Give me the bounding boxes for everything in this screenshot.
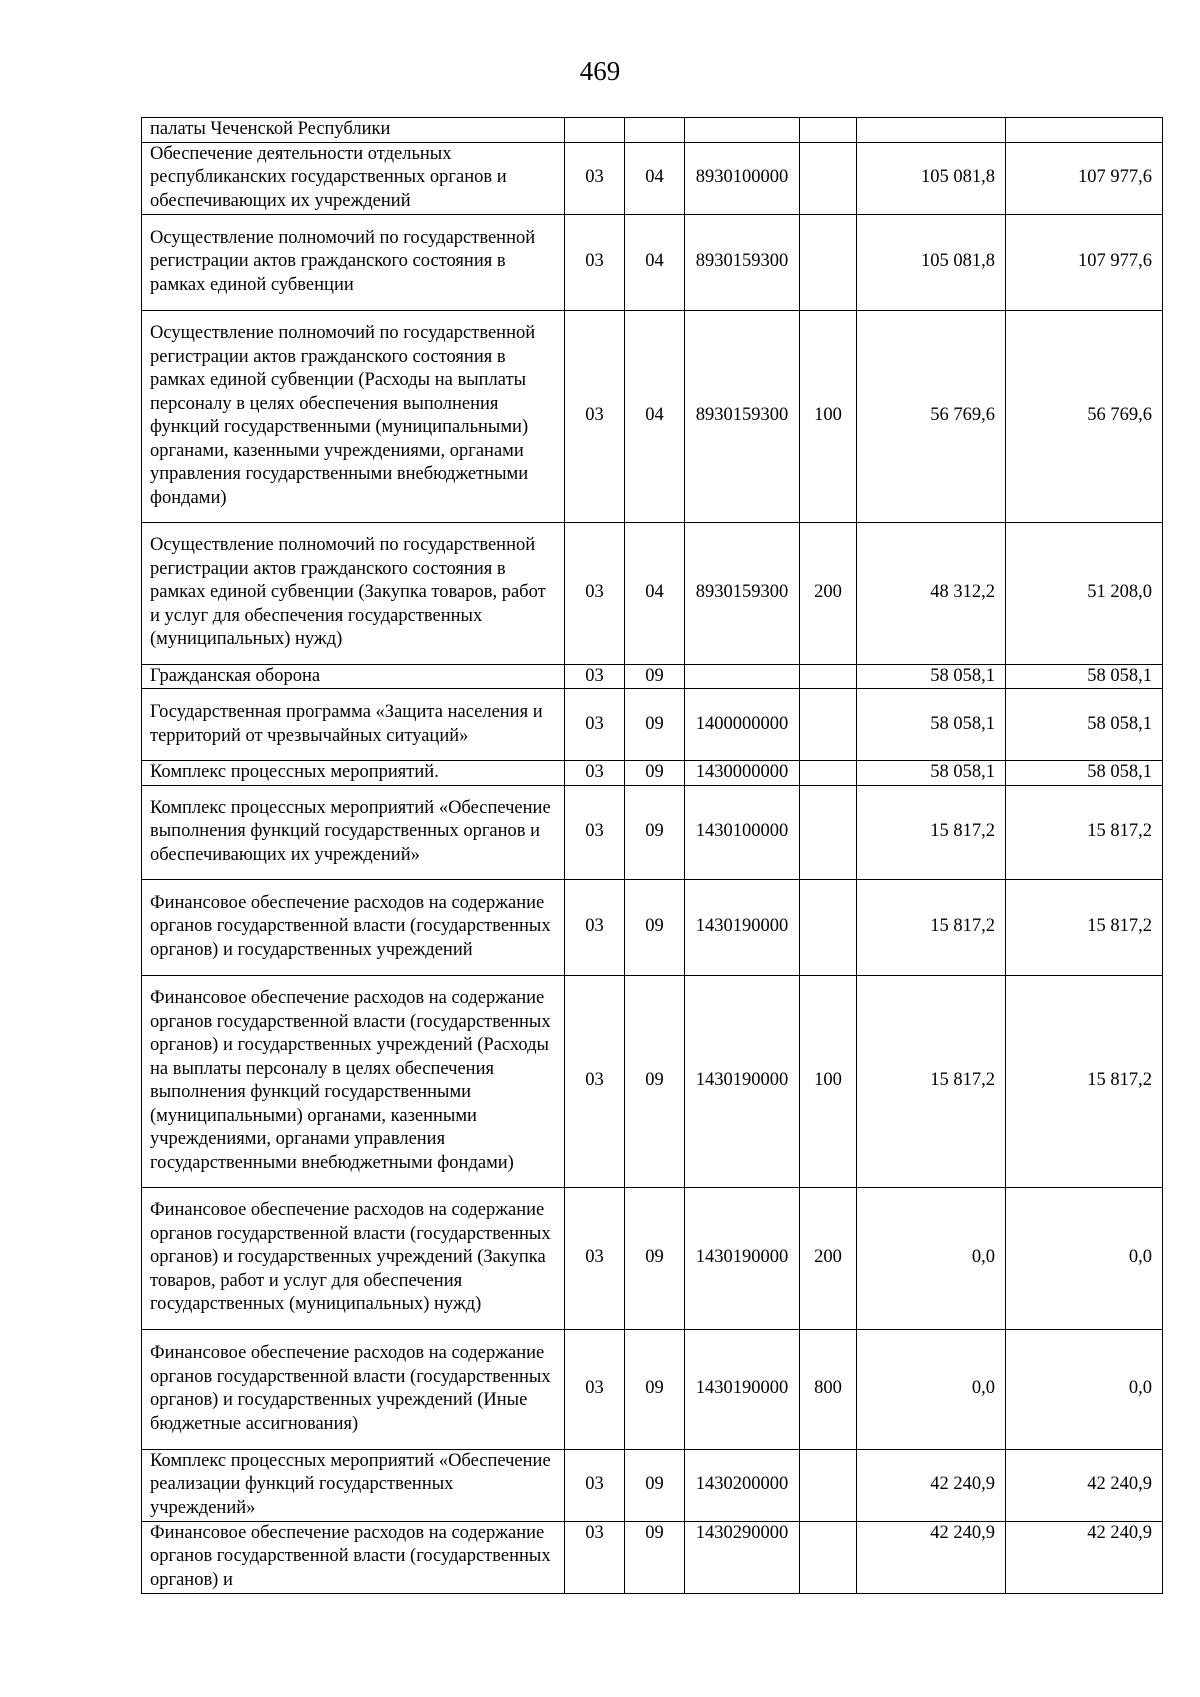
table-row	[142, 1329, 1163, 1449]
row-sum-1: 15 817,2	[857, 785, 1006, 879]
row-section: 03	[565, 1329, 625, 1449]
row-target-article: 8930159300	[685, 310, 800, 522]
row-target-article: 1430190000	[685, 1187, 800, 1329]
row-expense-type: 100	[800, 310, 857, 522]
row-section: 03	[565, 214, 625, 310]
table-row	[142, 214, 1163, 310]
row-section: 03	[565, 975, 625, 1187]
row-target-article: 8930100000	[685, 142, 800, 214]
row-subsection: 09	[625, 785, 685, 879]
budget-table	[141, 117, 1163, 1594]
row-sum-2: 51 208,0	[1006, 522, 1163, 664]
row-sum-1: 48 312,2	[857, 522, 1006, 664]
row-target-article: 1430190000	[685, 879, 800, 975]
row-sum-2: 0,0	[1006, 1187, 1163, 1329]
table-row	[142, 310, 1163, 522]
row-target-article: 1430000000	[685, 761, 800, 786]
row-subsection: 04	[625, 522, 685, 664]
row-target-article: 8930159300	[685, 214, 800, 310]
row-name: Финансовое обеспечение расходов на содержание органов государственной власти (государственных органов) и государственных учреждений (Расходы на выплаты персоналу в целях обеспечения выполнения функций государственными (муниципальными) органами, казенными учреждениями, органами управления государственными внебюджетными фондами)	[142, 975, 565, 1187]
row-name: Осуществление полномочий по государственной регистрации актов гражданского состояния в рамках единой субвенции (Закупка товаров, работ и услуг для обеспечения государственных (муниципальных) нужд)	[142, 522, 565, 664]
row-sum-2: 42 240,9	[1006, 1521, 1163, 1593]
row-expense-type	[800, 664, 857, 689]
row-expense-type	[800, 1449, 857, 1521]
row-section: 03	[565, 664, 625, 689]
row-section: 03	[565, 761, 625, 786]
table-row	[142, 1521, 1163, 1593]
row-sum-1: 42 240,9	[857, 1449, 1006, 1521]
row-name: Комплекс процессных мероприятий «Обеспечение реализации функций государственных учреждений»	[142, 1449, 565, 1521]
table-row	[142, 664, 1163, 689]
row-sum-1: 15 817,2	[857, 975, 1006, 1187]
row-section: 03	[565, 785, 625, 879]
row-section: 03	[565, 689, 625, 761]
row-sum-2: 56 769,6	[1006, 310, 1163, 522]
row-subsection: 04	[625, 310, 685, 522]
row-section: 03	[565, 879, 625, 975]
row-subsection: 04	[625, 214, 685, 310]
row-sum-2: 58 058,1	[1006, 664, 1163, 689]
row-section: 03	[565, 310, 625, 522]
row-target-article: 1430190000	[685, 975, 800, 1187]
row-name: палаты Чеченской Республики	[142, 118, 565, 143]
row-sum-1: 42 240,9	[857, 1521, 1006, 1593]
row-sum-2: 58 058,1	[1006, 761, 1163, 786]
row-subsection: 09	[625, 879, 685, 975]
table-row	[142, 785, 1163, 879]
row-sum-1: 58 058,1	[857, 664, 1006, 689]
row-subsection: 09	[625, 1449, 685, 1521]
row-name: Осуществление полномочий по государственной регистрации актов гражданского состояния в рамках единой субвенции (Расходы на выплаты персоналу в целях обеспечения выполнения функций государственными (муниципальными) органами, казенными учреждениями, органами управления государственными внебюджетными фондами)	[142, 310, 565, 522]
row-subsection: 09	[625, 664, 685, 689]
row-subsection: 04	[625, 142, 685, 214]
row-name: Финансовое обеспечение расходов на содержание органов государственной власти (государственных органов) и государственных учреждений	[142, 879, 565, 975]
row-sum-1	[857, 118, 1006, 143]
row-name: Гражданская оборона	[142, 664, 565, 689]
row-expense-type: 800	[800, 1329, 857, 1449]
table-row	[142, 975, 1163, 1187]
table-row	[142, 142, 1163, 214]
row-expense-type	[800, 689, 857, 761]
row-name: Комплекс процессных мероприятий «Обеспечение выполнения функций государственных органов и обеспечивающих их учреждений»	[142, 785, 565, 879]
row-name: Финансовое обеспечение расходов на содержание органов государственной власти (государственных органов) и государственных учреждений (Закупка товаров, работ и услуг для обеспечения государственных (муниципальных) нужд)	[142, 1187, 565, 1329]
row-name: Финансовое обеспечение расходов на содержание органов государственной власти (государственных органов) и государственных учреждений (Иные бюджетные ассигнования)	[142, 1329, 565, 1449]
row-name: Осуществление полномочий по государственной регистрации актов гражданского состояния в рамках единой субвенции	[142, 214, 565, 310]
row-name: Комплекс процессных мероприятий.	[142, 761, 565, 786]
page-number: 469	[579, 56, 621, 86]
row-section: 03	[565, 142, 625, 214]
row-sum-1: 56 769,6	[857, 310, 1006, 522]
row-section: 03	[565, 522, 625, 664]
row-section: 03	[565, 1521, 625, 1593]
row-sum-1: 0,0	[857, 1187, 1006, 1329]
row-subsection	[625, 118, 685, 143]
row-name: Государственная программа «Защита населения и территорий от чрезвычайных ситуаций»	[142, 689, 565, 761]
row-sum-2: 15 817,2	[1006, 785, 1163, 879]
row-target-article: 1430200000	[685, 1449, 800, 1521]
row-subsection: 09	[625, 975, 685, 1187]
row-target-article	[685, 664, 800, 689]
row-section	[565, 118, 625, 143]
row-sum-1: 105 081,8	[857, 142, 1006, 214]
row-expense-type	[800, 879, 857, 975]
row-expense-type: 200	[800, 1187, 857, 1329]
row-sum-2	[1006, 118, 1163, 143]
table-row	[142, 1449, 1163, 1521]
row-sum-2: 42 240,9	[1006, 1449, 1163, 1521]
table-row	[142, 118, 1163, 143]
row-sum-1: 58 058,1	[857, 761, 1006, 786]
table-row	[142, 879, 1163, 975]
row-sum-1: 15 817,2	[857, 879, 1006, 975]
row-subsection: 09	[625, 1521, 685, 1593]
table-row	[142, 761, 1163, 786]
row-subsection: 09	[625, 1329, 685, 1449]
table-row	[142, 522, 1163, 664]
row-sum-2: 0,0	[1006, 1329, 1163, 1449]
table-row	[142, 1187, 1163, 1329]
row-target-article: 1430290000	[685, 1521, 800, 1593]
row-expense-type	[800, 1521, 857, 1593]
row-expense-type	[800, 785, 857, 879]
row-subsection: 09	[625, 1187, 685, 1329]
row-sum-2: 15 817,2	[1006, 879, 1163, 975]
row-sum-1: 58 058,1	[857, 689, 1006, 761]
row-sum-2: 107 977,6	[1006, 142, 1163, 214]
row-sum-2: 15 817,2	[1006, 975, 1163, 1187]
row-expense-type	[800, 214, 857, 310]
row-expense-type	[800, 118, 857, 143]
row-target-article: 1430100000	[685, 785, 800, 879]
row-expense-type	[800, 761, 857, 786]
row-target-article: 1400000000	[685, 689, 800, 761]
row-expense-type	[800, 142, 857, 214]
row-subsection: 09	[625, 761, 685, 786]
row-expense-type: 100	[800, 975, 857, 1187]
row-target-article: 1430190000	[685, 1329, 800, 1449]
row-target-article: 8930159300	[685, 522, 800, 664]
row-target-article	[685, 118, 800, 143]
row-section: 03	[565, 1187, 625, 1329]
row-sum-1: 105 081,8	[857, 214, 1006, 310]
row-sum-1: 0,0	[857, 1329, 1006, 1449]
row-section: 03	[565, 1449, 625, 1521]
row-sum-2: 107 977,6	[1006, 214, 1163, 310]
row-name: Обеспечение деятельности отдельных республиканских государственных органов и обеспечивающих их учреждений	[142, 142, 565, 214]
row-sum-2: 58 058,1	[1006, 689, 1163, 761]
row-name: Финансовое обеспечение расходов на содержание органов государственной власти (государственных органов) и	[142, 1521, 565, 1593]
table-row	[142, 689, 1163, 761]
row-subsection: 09	[625, 689, 685, 761]
row-expense-type: 200	[800, 522, 857, 664]
